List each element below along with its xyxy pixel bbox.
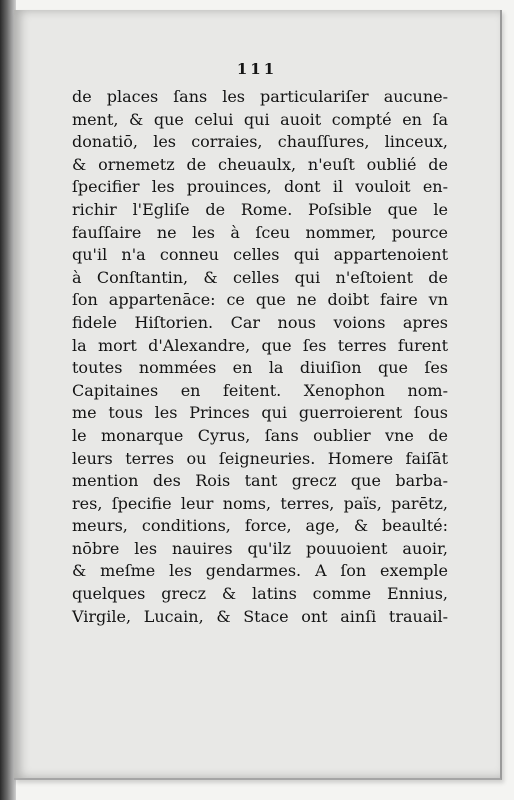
- text-line: à Conſtantin, & celles qui n'eſtoient de: [72, 267, 448, 287]
- text-line: la mort d'Alexandre, que ſes terres furent: [72, 335, 448, 355]
- text-line: meurs, conditions, force, age, & beaulté:: [72, 516, 448, 536]
- page-sheet: [14, 10, 502, 780]
- text-line: leurs terres ou ſeigneuries. Homere faiſāt: [72, 448, 448, 468]
- text-line: res, ſpecifie leur noms, terres, païs, parētz,: [72, 493, 448, 513]
- text-line: toutes nommées en la diuiſion que ſes: [72, 358, 448, 378]
- text-line: ſon appartenāce: ce que ne doibt faire vn: [72, 290, 448, 310]
- text-line: fauſſaire ne les à ſceu nommer, pource: [72, 222, 448, 242]
- text-line: ſpecifier les prouinces, dont il vouloit en-: [72, 177, 448, 197]
- text-line: fidele Hiſtorien. Car nous voions apres: [72, 312, 448, 332]
- page-number: 111: [236, 60, 278, 78]
- text-line: qu'il n'a conneu celles qui appartenoient: [72, 245, 448, 265]
- text-line: & ornemetz de cheuaulx, n'euſt oublié de: [72, 154, 448, 174]
- text-line: le monarque Cyrus, ſans oublier vne de: [72, 425, 448, 445]
- text-line: mention des Rois tant grecz que barba-: [72, 471, 448, 491]
- text-line: ment, & que celui qui auoit compté en ſa: [72, 109, 448, 129]
- text-line: quelques grecz & latins comme Ennius,: [72, 584, 448, 604]
- text-line: nōbre les nauires qu'ilz pouuoient auoir,: [72, 538, 448, 558]
- body-text: [72, 86, 448, 628]
- text-line: me tous les Princes qui guerroierent ſous: [72, 403, 448, 423]
- text-line: Capitaines en feitent. Xenophon nom-: [72, 380, 448, 400]
- text-line: richir l'Egliſe de Rome. Poſsible que le: [72, 199, 448, 219]
- text-line: Virgile, Lucain, & Stace ont ainſi trauail-: [72, 606, 448, 626]
- text-line: donatiō, les corraies, chauſſures, linceux,: [72, 132, 448, 152]
- text-line: & meſme les gendarmes. A ſon exemple: [72, 561, 448, 581]
- text-line: de places ſans les particulariſer aucune-: [72, 87, 448, 106]
